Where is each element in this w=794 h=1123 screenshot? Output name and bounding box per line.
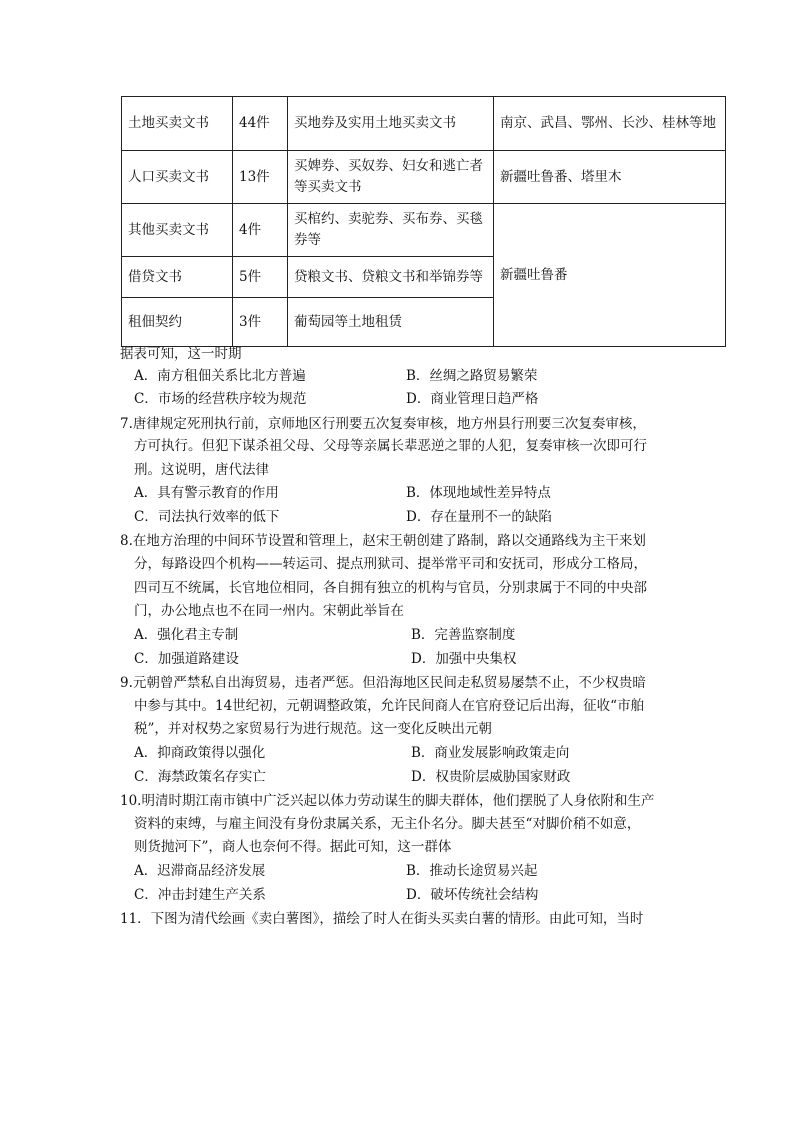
table-row xyxy=(122,204,726,257)
question-line: 7.唐律规定死刑执行前，京师地区行刑要五次复奏审核，地方州县行刑要三次复奏审核， xyxy=(120,416,646,432)
question-line: 资料的束缚，与雇主间没有身份隶属关系，无主仆名分。脚夫甚至“对脚价稍不如意， xyxy=(134,816,641,832)
document-table xyxy=(121,96,726,347)
option-c: C．司法执行效率的低下 xyxy=(134,509,280,525)
doc-count-cell: 44件 xyxy=(233,97,288,151)
question-stem: 据表可知，这一时期 xyxy=(120,346,242,362)
doc-desc-cell: 买地券及实用土地买卖文书 xyxy=(288,97,494,151)
option-c: C．海禁政策名存实亡 xyxy=(134,769,266,785)
doc-type-cell: 其他买卖文书 xyxy=(122,204,233,257)
doc-region-cell: 南京、武昌、鄂州、长沙、桂林等地 xyxy=(494,97,726,151)
option-b: B．体现地域性差异特点 xyxy=(406,485,551,501)
question-line: 则货抛河下”，商人也奈何不得。据此可知，这一群体 xyxy=(134,839,452,855)
option-a: A．迟滞商品经济发展 xyxy=(134,863,266,879)
option-b: B．商业发展影响政策走向 xyxy=(411,745,570,761)
doc-type-cell: 租佃契约 xyxy=(122,298,233,347)
option-a: A．具有警示教育的作用 xyxy=(134,485,279,501)
option-a: A．抑商政策得以强化 xyxy=(134,745,266,761)
question-line: 8.在地方治理的中间环节设置和管理上，赵宋王朝创建了路制，路以交通路线为主干来划 xyxy=(120,533,646,549)
option-b: B．完善监察制度 xyxy=(411,627,516,643)
doc-count-cell: 13件 xyxy=(233,151,288,204)
option-b: B．推动长途贸易兴起 xyxy=(406,863,538,879)
doc-type-cell: 借贷文书 xyxy=(122,257,233,298)
doc-type-cell: 土地买卖文书 xyxy=(122,97,233,151)
option-b: B．丝绸之路贸易繁荣 xyxy=(406,368,538,384)
question-line: 四司互不统属，长官地位相同，各自拥有独立的机构与官员，分别隶属于不同的中央部 xyxy=(134,580,647,596)
doc-count-cell: 4件 xyxy=(233,204,288,257)
doc-desc-cell: 葡萄园等土地租赁 xyxy=(288,298,494,347)
option-c: C．加强道路建设 xyxy=(134,651,239,667)
question-line: 10.明清时期江南市镇中广泛兴起以体力劳动谋生的脚夫群体，他们摆脱了人身依附和生产 xyxy=(120,793,655,809)
option-d: D．存在量刑不一的缺陷 xyxy=(406,509,552,525)
doc-desc-cell: 买婢券、买奴券、妇女和逃亡者等买卖文书 xyxy=(288,151,494,204)
question-line: 11．下图为清代绘画《卖白薯图》，描绘了时人在街头买卖白薯的情形。由此可知，当时 xyxy=(120,911,644,927)
option-d: D．商业管理日趋严格 xyxy=(406,391,539,407)
table-row xyxy=(122,97,726,151)
option-d: D．加强中央集权 xyxy=(411,651,517,667)
table-row xyxy=(122,151,726,204)
doc-desc-cell: 买棺约、卖驼券、买布券、买毯券等 xyxy=(288,204,494,257)
doc-region-cell: 新疆吐鲁番 xyxy=(494,204,726,347)
doc-type-cell: 人口买卖文书 xyxy=(122,151,233,204)
question-line: 刑。这说明，唐代法律 xyxy=(134,462,269,478)
doc-desc-cell: 贷粮文书、贷粮文书和举锦券等 xyxy=(288,257,494,298)
doc-count-cell: 5件 xyxy=(233,257,288,298)
doc-count-cell: 3件 xyxy=(233,298,288,347)
option-d: D．权贵阶层威胁国家财政 xyxy=(411,769,571,785)
question-line: 中参与其中。14世纪初，元朝调整政策，允许民间商人在官府登记后出海，征收“市舶 xyxy=(134,698,645,714)
question-line: 9.元朝曾严禁私自出海贸易，违者严惩。但沿海地区民间走私贸易屡禁不止，不少权贵暗 xyxy=(120,675,646,691)
option-d: D．破坏传统社会结构 xyxy=(406,887,539,903)
option-c: C．冲击封建生产关系 xyxy=(134,887,266,903)
option-a: A．南方租佃关系比北方普遍 xyxy=(134,368,306,384)
doc-region-cell: 新疆吐鲁番、塔里木 xyxy=(494,151,726,204)
question-line: 门，办公地点也不在同一州内。宋朝此举旨在 xyxy=(134,603,404,619)
question-line: 税”，并对权势之家贸易行为进行规范。这一变化反映出元朝 xyxy=(134,721,492,737)
question-line: 方可执行。但犯下谋杀祖父母、父母等亲属长辈恶逆之罪的人犯，复奏审核一次即可行 xyxy=(134,438,647,454)
option-c: C．市场的经营秩序较为规范 xyxy=(134,391,307,407)
question-line: 分，每路设四个机构——转运司、提点刑狱司、提举常平司和安抚司，形成分工格局， xyxy=(134,556,647,572)
option-a: A．强化君主专制 xyxy=(134,627,239,643)
